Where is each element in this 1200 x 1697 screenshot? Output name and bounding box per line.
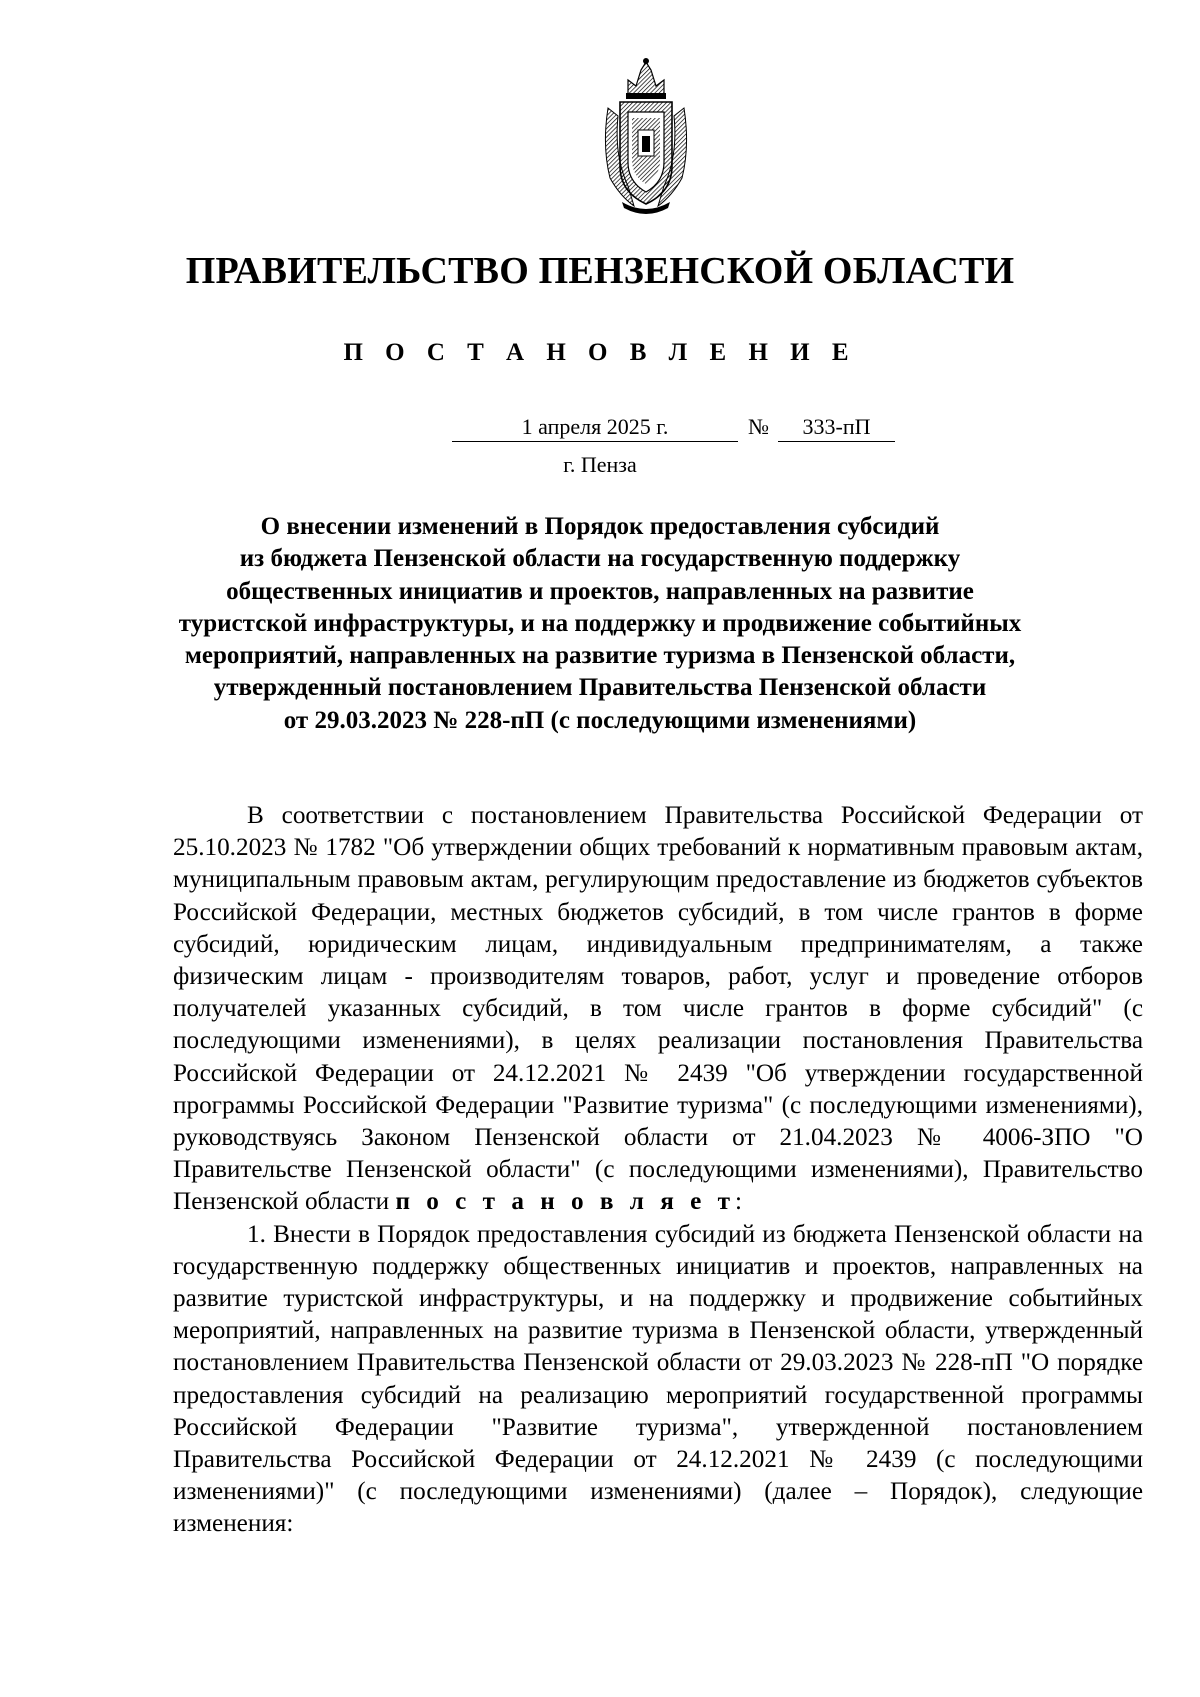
subject-line: утвержденный постановлением Правительства Пензенской области — [213, 674, 987, 702]
resolves-word: п о с т а н о в л я е т — [395, 1188, 736, 1216]
document-subject — [150, 511, 1050, 737]
city-of-issue: г. Пенза — [563, 452, 637, 477]
coat-of-arms-icon — [598, 56, 694, 216]
item-1-paragraph: 1. Внести в Порядок предоставления субсидий из бюджета Пензенской области на государственную поддержку общественных инициатив и проектов, направленных на развитие туристской инфраструктуры, и на поддержку и продвижение событийных мероприятий, направленных на развитие туризма в Пензенской области, утвержденный постановлением Правительства Пензенской области от 29.03.2023 № 228-пП "О порядке предоставления субсидий на реализацию мероприятий государственной программы Российской Федерации "Развитие туризма", утвержденной постановлением Правительства Российской Федерации от 24.12.2021 № 2439 (с последующими изменениями)" (с последующими изменениями) (далее – Порядок), следующие изменения: — [173, 1220, 1143, 1538]
government-title: ПРАВИТЕЛЬСТВО ПЕНЗЕНСКОЙ ОБЛАСТИ — [185, 250, 1015, 292]
subject-line: мероприятий, направленных на развитие туризма в Пензенской области, — [184, 642, 1016, 670]
date-number-line — [452, 413, 895, 443]
subject-line: из бюджета Пензенской области на государственную поддержку — [239, 545, 961, 573]
number-sign: № — [748, 414, 769, 439]
document-body — [173, 800, 1143, 1541]
resolves-colon: : — [735, 1188, 743, 1216]
subject-line: от 29.03.2023 № 228-пП (с последующими изменениями) — [283, 706, 917, 734]
preamble-paragraph — [173, 800, 1143, 1219]
document-type-heading: П О С Т А Н О В Л Е Н И Е — [343, 339, 857, 366]
preamble-text: В соответствии с постановлением Правительства Российской Федерации от 25.10.2023 № 1782 "Об утверждении общих требований к нормативным правовым актам, муниципальным правовым актам, регулирующим предоставление из бюджетов субъектов Российской Федерации, местных бюджетов субсидий, в том числе грантов в форме субсидий, юридическим лицам, индивидуальным предпринимателям, а также физическим лицам - производителям товаров, работ, услуг и проведение отборов получателей указанных субсидий, в том числе грантов в форме субсидий" (с последующими изменениями), в целях реализации постановления Правительства Российской Федерации от 24.12.2021 № 2439 "Об утверждении государственной программы Российской Федерации "Развитие туризма" (с последующими изменениями), руководствуясь Законом Пензенской области от 21.04.2023 № 4006-ЗПО "О Правительстве Пензенской области" (с последующими изменениями), Правительство Пензенской области — [173, 802, 1143, 1216]
subject-line: туристской инфраструктуры, и на поддержку и продвижение событийных — [178, 609, 1022, 637]
document-number: 333-пП — [778, 413, 895, 442]
subject-line: О внесении изменений в Порядок предоставления субсидий — [260, 513, 940, 540]
document-date: 1 апреля 2025 г. — [452, 413, 738, 442]
subject-line: общественных инициатив и проектов, направленных на развитие — [226, 577, 974, 605]
